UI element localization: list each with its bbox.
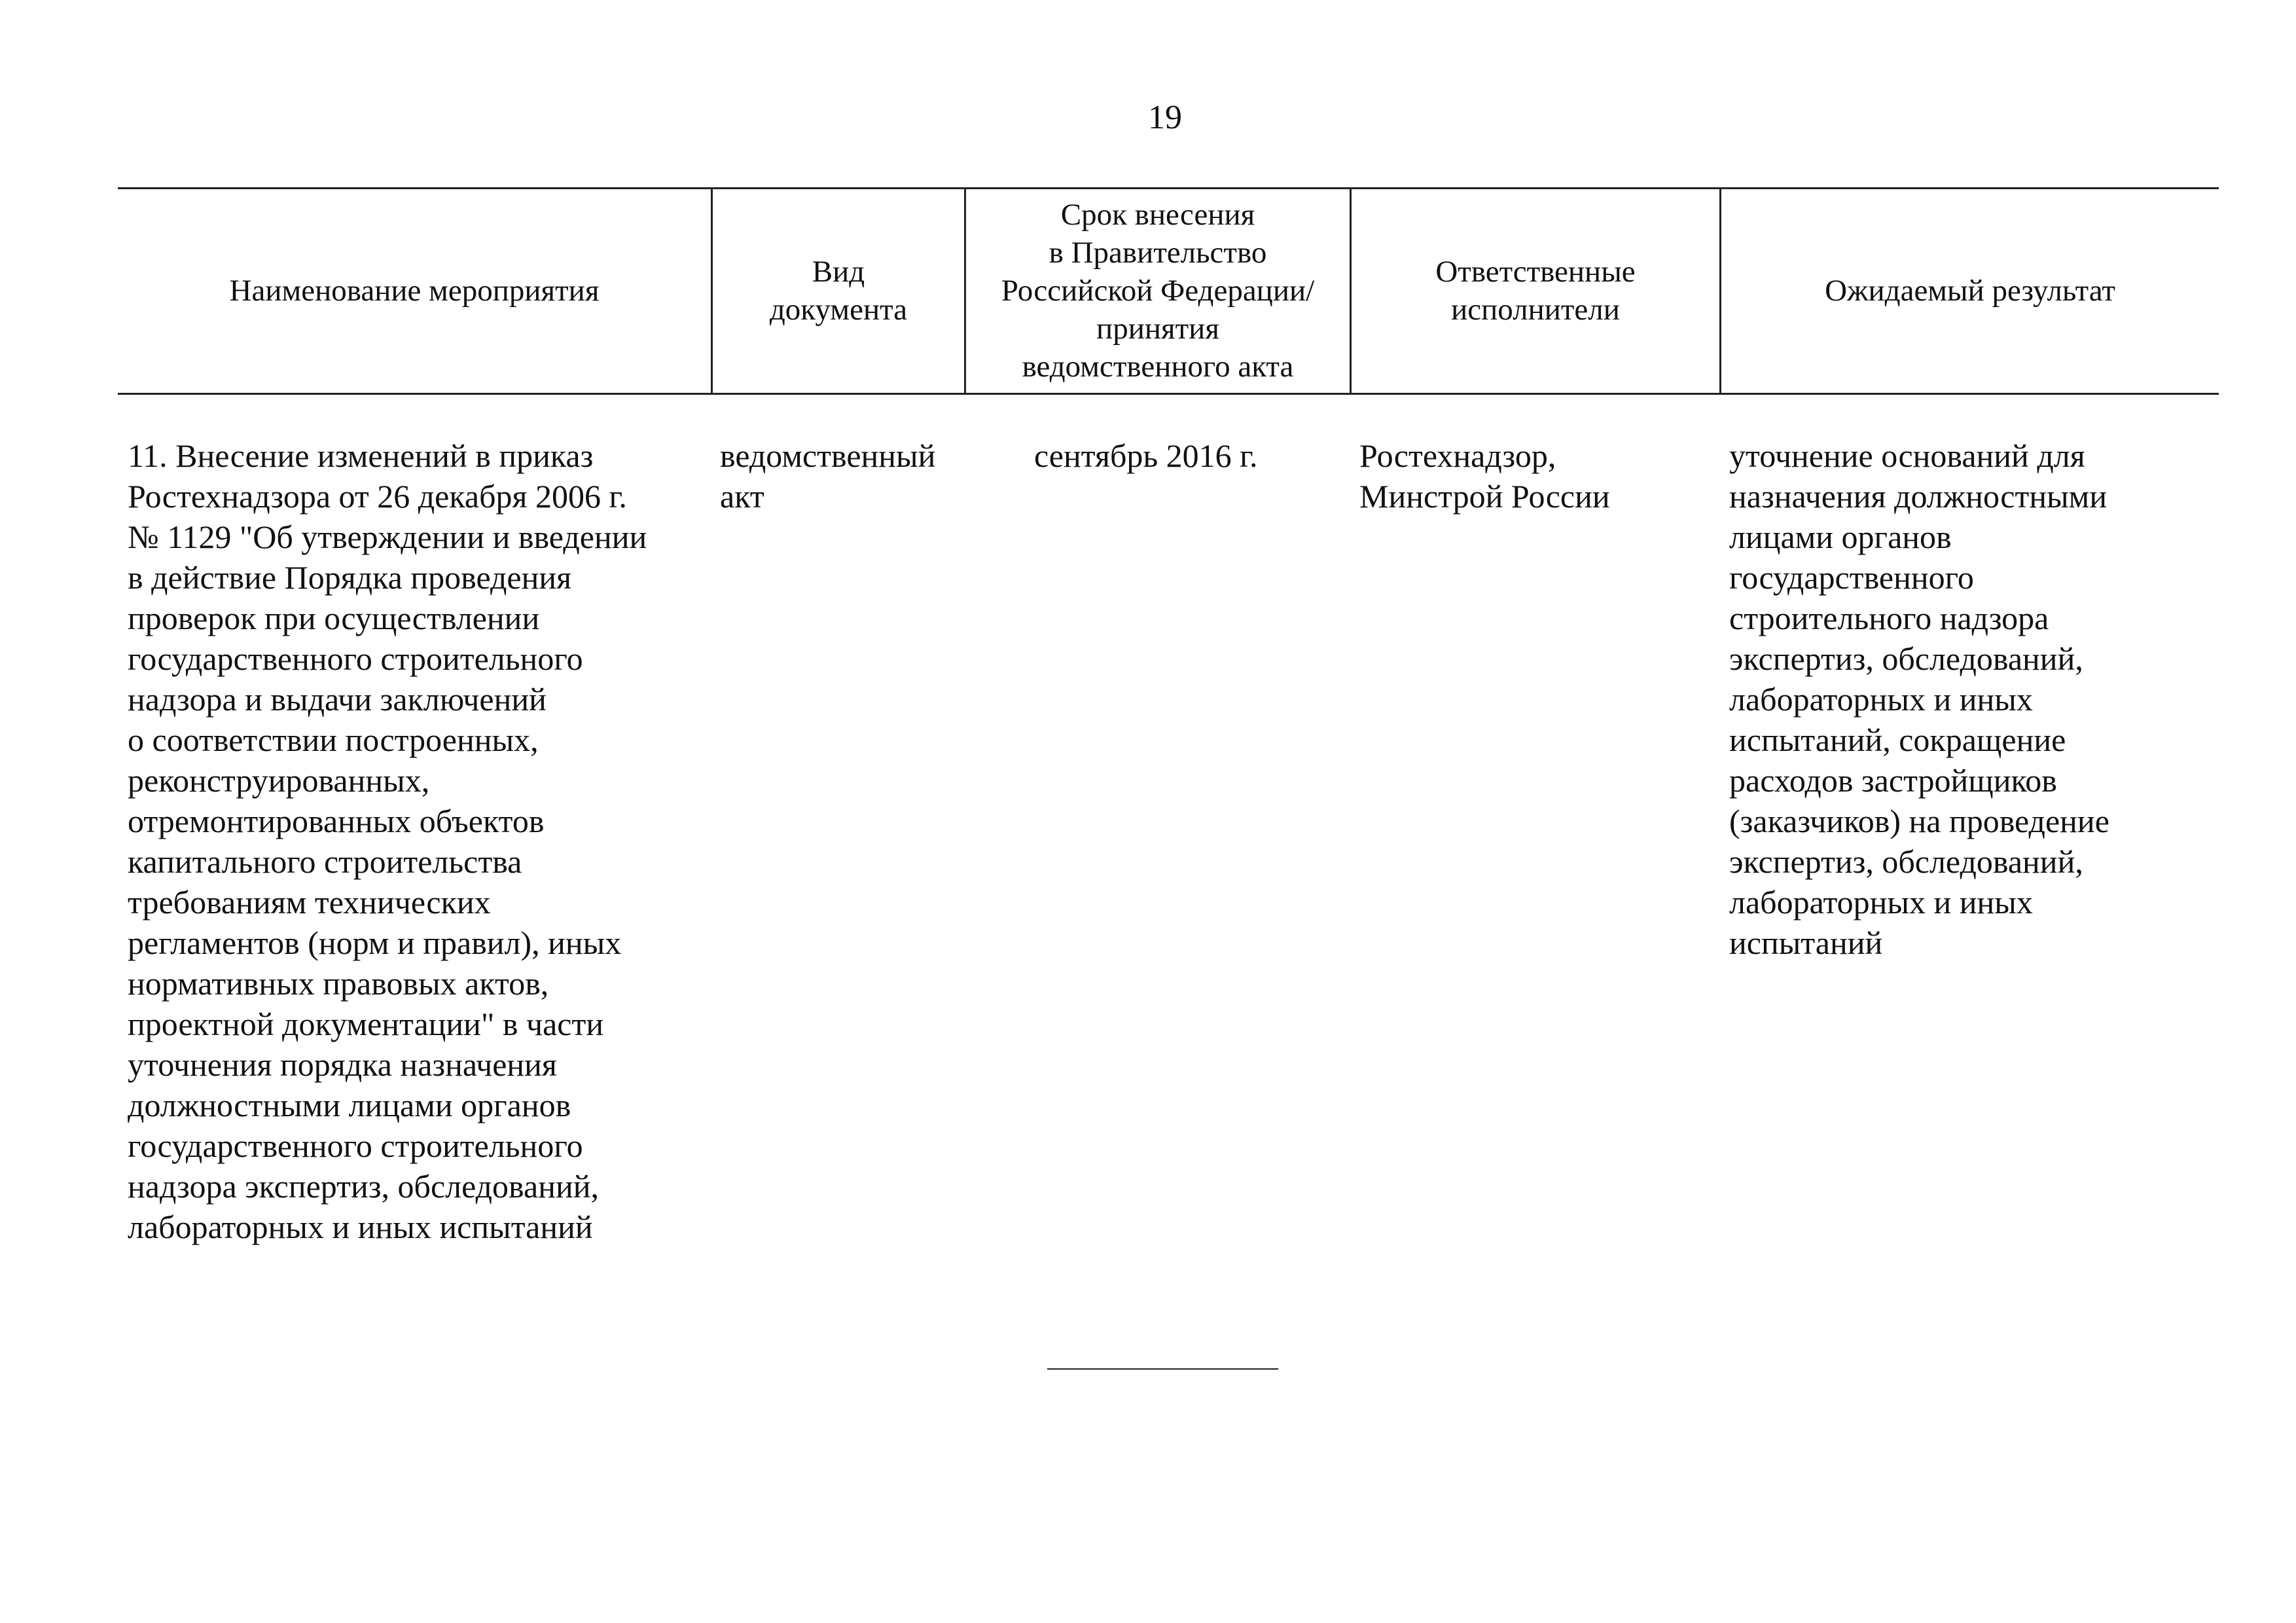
text-line: уточнения порядка назначения xyxy=(128,1046,557,1083)
text-line: проектной документации" в части xyxy=(128,1006,604,1042)
text-line: Ответственные xyxy=(1435,255,1636,289)
text-line: лабораторных и иных xyxy=(1729,884,2033,921)
text-line: о соответствии построенных, xyxy=(128,721,539,758)
text-line: надзора экспертиз, обследований, xyxy=(128,1168,599,1205)
header-doc-type xyxy=(713,187,964,394)
text-line: расходов застройщиков xyxy=(1729,762,2057,799)
header-name xyxy=(118,187,711,394)
text-line: исполнители xyxy=(1451,293,1620,327)
text-line: Срок внесения xyxy=(1060,198,1255,232)
text-line: № 1129 "Об утверждении и введении xyxy=(128,519,647,555)
text-line: государственного xyxy=(1729,559,1974,596)
text-line: регламентов (норм и правил), иных xyxy=(128,924,622,961)
text-line: назначения должностными xyxy=(1729,478,2108,515)
cell-result xyxy=(1729,435,2109,963)
text-line: Вид xyxy=(812,255,865,289)
text-line: испытаний xyxy=(1729,924,1883,961)
text-line: ведомственный xyxy=(720,437,936,474)
text-line: в действие Порядка проведения xyxy=(128,559,572,596)
text-line: сентябрь 2016 г. xyxy=(1034,437,1258,474)
text-line: надзора и выдачи заключений xyxy=(128,681,547,718)
text-line: капитального строительства xyxy=(128,843,522,880)
cell-doc-type xyxy=(720,435,935,517)
text-line: нормативных правовых актов, xyxy=(128,965,549,1002)
header-responsible xyxy=(1352,187,1719,394)
text-line: проверок при осуществлении xyxy=(128,600,540,636)
text-line: (заказчиков) на проведение xyxy=(1729,803,2109,839)
end-separator xyxy=(1047,1368,1278,1370)
text-line: Ожидаемый результат xyxy=(1825,274,2115,308)
text-line: реконструированных, xyxy=(128,762,430,799)
page-number: 19 xyxy=(1148,99,1182,136)
text-line: ведомственного акта xyxy=(1022,350,1294,384)
text-line: акт xyxy=(720,478,764,515)
text-line: отремонтированных объектов xyxy=(128,803,545,839)
header-deadline xyxy=(966,187,1350,394)
text-line: уточнение оснований для xyxy=(1729,437,2085,474)
text-line: Минстрой России xyxy=(1359,478,1610,515)
text-line: принятия xyxy=(1096,312,1219,346)
cell-responsible xyxy=(1359,435,1610,517)
text-line: лабораторных и иных xyxy=(1729,681,2033,718)
text-line: в Правительство xyxy=(1049,236,1267,270)
header-result xyxy=(1721,187,2219,394)
text-line: требованиям технических xyxy=(128,884,491,921)
text-line: строительного надзора xyxy=(1729,600,2049,636)
text-line: лицами органов xyxy=(1729,519,1952,555)
text-line: испытаний, сокращение xyxy=(1729,721,2066,758)
text-line: государственного строительного xyxy=(128,640,583,677)
text-line: экспертиз, обследований, xyxy=(1729,640,2083,677)
cell-name xyxy=(128,435,647,1247)
text-line: лабораторных и иных испытаний xyxy=(128,1209,593,1245)
text-line: должностными лицами органов xyxy=(128,1087,571,1123)
text-line: Наименование мероприятия xyxy=(229,274,600,308)
text-line: Российской Федерации/ xyxy=(1001,274,1315,308)
cell-deadline xyxy=(1034,435,1258,476)
text-line: государственного строительного xyxy=(128,1127,583,1164)
text-line: 11. Внесение изменений в приказ xyxy=(128,437,594,474)
text-line: документа xyxy=(769,293,908,327)
text-line: Ростехнадзора от 26 декабря 2006 г. xyxy=(128,478,627,515)
text-line: экспертиз, обследований, xyxy=(1729,843,2083,880)
text-line: Ростехнадзор, xyxy=(1359,437,1556,474)
